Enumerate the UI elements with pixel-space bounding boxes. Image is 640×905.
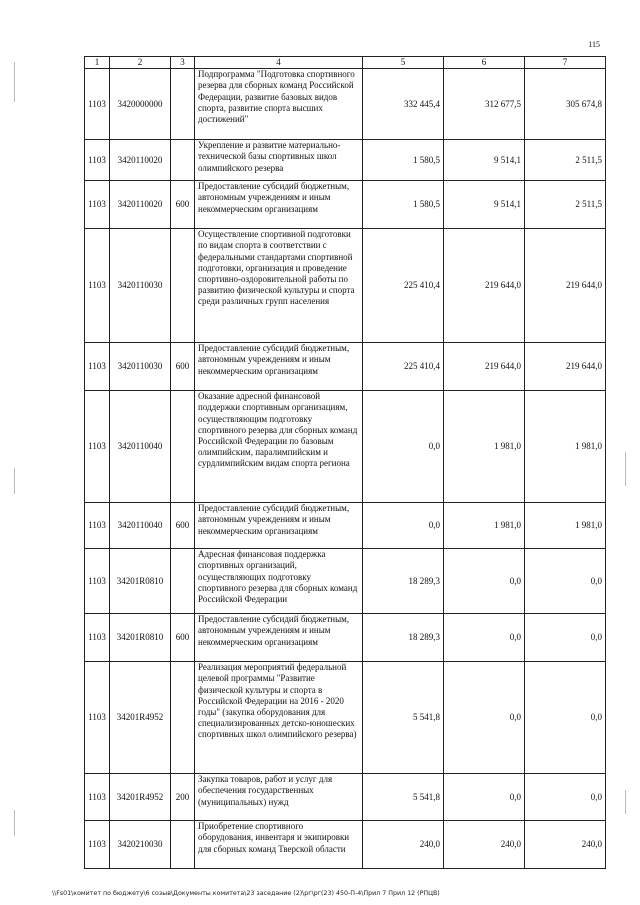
budget-table: [84, 56, 606, 869]
section-cell: 1103: [85, 391, 110, 503]
table-row: [85, 774, 606, 821]
name-cell: Адресная финансовая поддержка спортивных организаций, осуществляющих подготовку спортивного резерва для сборных команд Российской Федерации: [195, 549, 363, 614]
type-cell: [171, 549, 195, 614]
column-header: 6: [444, 57, 525, 69]
value-cell: 225 410,4: [363, 229, 444, 343]
name-cell: Оказание адресной финансовой поддержки спортивным организациям, осуществляющим подготовку спортивного резерва для сборных команд Российской Федерации по базовым олимпийским, паралимпийским и сурдлимпийским видам спорта региона: [195, 391, 363, 503]
section-cell: 1103: [85, 140, 110, 181]
column-header: 7: [525, 57, 606, 69]
table-row: [85, 69, 606, 140]
table-row: [85, 549, 606, 614]
name-cell: Приобретение спортивного оборудования, инвентаря и экипировки для сборных команд Тверской области: [195, 821, 363, 869]
left-edge-mark: [14, 810, 15, 836]
value-cell: 2 511,5: [525, 140, 606, 181]
column-header: 2: [110, 57, 171, 69]
value-cell: 0,0: [444, 549, 525, 614]
column-header: 1: [85, 57, 110, 69]
section-cell: 1103: [85, 181, 110, 229]
name-cell: Предоставление субсидий бюджетным, автономным учреждениям и иным некоммерческим организациям: [195, 614, 363, 662]
type-cell: 200: [171, 774, 195, 821]
code-cell: 3420110040: [110, 503, 171, 549]
value-cell: 18 289,3: [363, 614, 444, 662]
value-cell: 5 541,8: [363, 774, 444, 821]
type-cell: [171, 69, 195, 140]
page-number: 115: [588, 40, 600, 49]
type-cell: [171, 229, 195, 343]
name-cell: Укрепление и развитие материально-технической базы спортивных школ олимпийского резерва: [195, 140, 363, 181]
code-cell: 3420110030: [110, 229, 171, 343]
column-header: 4: [195, 57, 363, 69]
value-cell: 219 644,0: [525, 343, 606, 391]
section-cell: 1103: [85, 821, 110, 869]
value-cell: 18 289,3: [363, 549, 444, 614]
value-cell: 9 514,1: [444, 181, 525, 229]
section-cell: 1103: [85, 343, 110, 391]
value-cell: 0,0: [444, 662, 525, 774]
value-cell: 0,0: [525, 774, 606, 821]
code-cell: 34201R0810: [110, 549, 171, 614]
left-edge-mark: [14, 468, 15, 494]
table-header-row: [85, 57, 606, 69]
value-cell: 1 981,0: [525, 391, 606, 503]
section-cell: 1103: [85, 503, 110, 549]
column-header: 3: [171, 57, 195, 69]
table-row: [85, 821, 606, 869]
value-cell: 1 580,5: [363, 140, 444, 181]
value-cell: 240,0: [444, 821, 525, 869]
value-cell: 1 981,0: [444, 391, 525, 503]
type-cell: [171, 140, 195, 181]
section-cell: 1103: [85, 774, 110, 821]
type-cell: [171, 821, 195, 869]
table-row: [85, 181, 606, 229]
value-cell: 9 514,1: [444, 140, 525, 181]
value-cell: 305 674,8: [525, 69, 606, 140]
value-cell: 225 410,4: [363, 343, 444, 391]
column-header: 5: [363, 57, 444, 69]
table-row: [85, 503, 606, 549]
value-cell: 0,0: [363, 503, 444, 549]
type-cell: 600: [171, 181, 195, 229]
code-cell: 3420110040: [110, 391, 171, 503]
value-cell: 219 644,0: [525, 229, 606, 343]
code-cell: 34201R4952: [110, 662, 171, 774]
name-cell: Предоставление субсидий бюджетным, автономным учреждениям и иным некоммерческим организациям: [195, 181, 363, 229]
code-cell: 3420000000: [110, 69, 171, 140]
value-cell: 0,0: [525, 614, 606, 662]
value-cell: 240,0: [363, 821, 444, 869]
section-cell: 1103: [85, 662, 110, 774]
value-cell: 0,0: [525, 662, 606, 774]
value-cell: 0,0: [444, 774, 525, 821]
table-row: [85, 343, 606, 391]
value-cell: 312 677,5: [444, 69, 525, 140]
value-cell: 5 541,8: [363, 662, 444, 774]
left-edge-mark: [14, 62, 15, 102]
code-cell: 34201R0810: [110, 614, 171, 662]
section-cell: 1103: [85, 549, 110, 614]
table-row: [85, 229, 606, 343]
type-cell: 600: [171, 614, 195, 662]
value-cell: 332 445,4: [363, 69, 444, 140]
name-cell: Закупка товаров, работ и услуг для обеспечения государственных (муниципальных) нужд: [195, 774, 363, 821]
value-cell: 0,0: [525, 549, 606, 614]
section-cell: 1103: [85, 229, 110, 343]
table-row: [85, 140, 606, 181]
value-cell: 0,0: [444, 614, 525, 662]
table-row: [85, 614, 606, 662]
name-cell: Подпрограмма "Подготовка спортивного резерва для сборных команд Российской Федерации, развитие базовых видов спорта, развитие спорта высших достижений": [195, 69, 363, 140]
type-cell: [171, 391, 195, 503]
name-cell: Осуществление спортивной подготовки по видам спорта в соответствии с федеральными стандартами спортивной подготовки, организация и проведение спортивно-оздоровительной работы по развитию физической культуры и спорта среди различных групп населения: [195, 229, 363, 343]
value-cell: 219 644,0: [444, 343, 525, 391]
type-cell: [171, 662, 195, 774]
type-cell: 600: [171, 343, 195, 391]
type-cell: 600: [171, 503, 195, 549]
value-cell: 1 981,0: [444, 503, 525, 549]
value-cell: 1 580,5: [363, 181, 444, 229]
name-cell: Реализация мероприятий федеральной целевой программы "Развитие физической культуры и спорта в Российской Федерации на 2016 - 2020 годы" (закупка оборудования для специализированных детско-юношеских спортивных школ олимпийского резерва): [195, 662, 363, 774]
code-cell: 34201R4952: [110, 774, 171, 821]
value-cell: 219 644,0: [444, 229, 525, 343]
right-edge-mark: [625, 790, 626, 814]
table-row: [85, 391, 606, 503]
table-row: [85, 662, 606, 774]
code-cell: 3420110020: [110, 140, 171, 181]
name-cell: Предоставление субсидий бюджетным, автономным учреждениям и иным некоммерческим организациям: [195, 343, 363, 391]
value-cell: 2 511,5: [525, 181, 606, 229]
value-cell: 0,0: [363, 391, 444, 503]
section-cell: 1103: [85, 69, 110, 140]
right-edge-mark: [625, 452, 626, 486]
code-cell: 3420210030: [110, 821, 171, 869]
value-cell: 240,0: [525, 821, 606, 869]
value-cell: 1 981,0: [525, 503, 606, 549]
code-cell: 3420110030: [110, 343, 171, 391]
code-cell: 3420110020: [110, 181, 171, 229]
section-cell: 1103: [85, 614, 110, 662]
footer-file-path: \\Fs01\комитет по бюджету\6 созыв\Документы комитета\23 заседание (2)\рг\рг(23) 450-П-4\Прил 7 Прил 12 (РПЦВ): [52, 890, 440, 897]
name-cell: Предоставление субсидий бюджетным, автономным учреждениям и иным некоммерческим организациям: [195, 503, 363, 549]
